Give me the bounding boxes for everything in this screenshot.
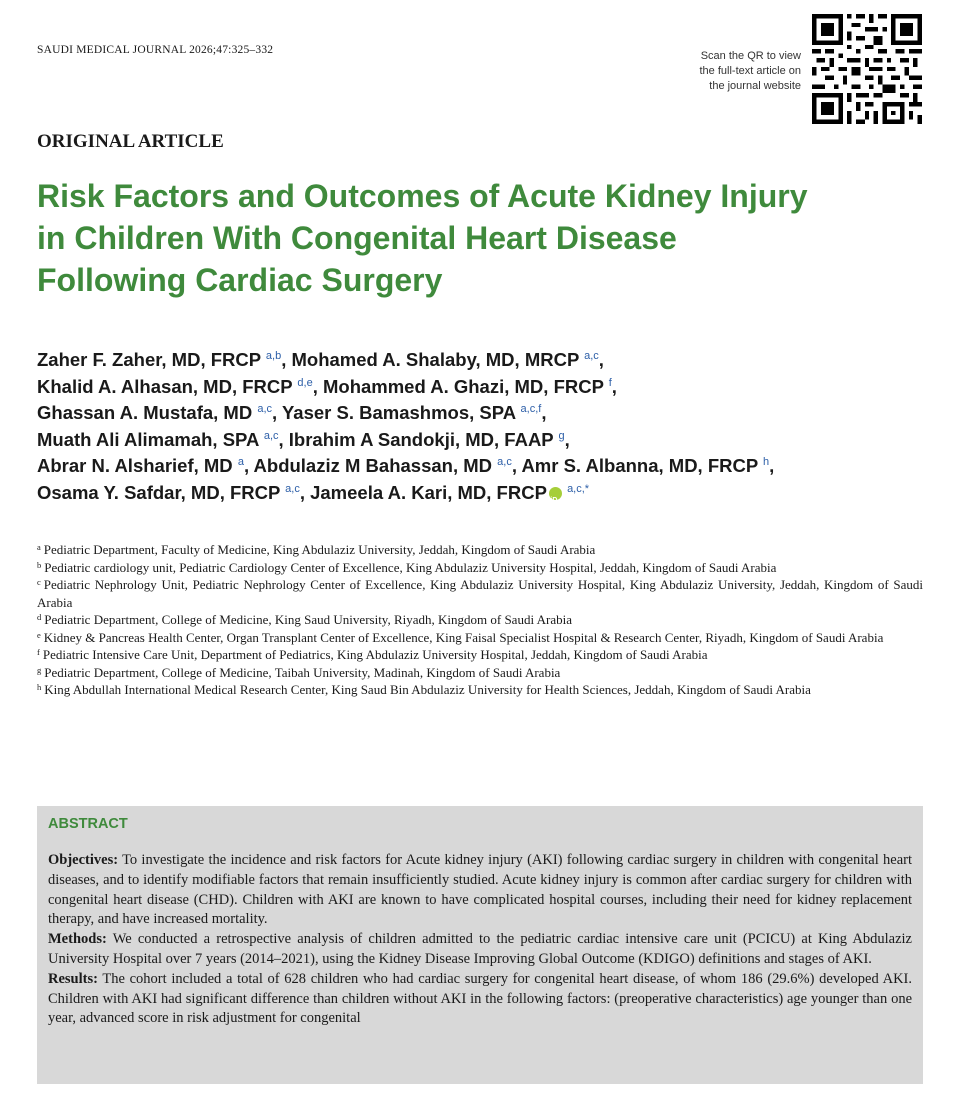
results-text: The cohort included a total of 628 children who had cardiac surgery for congenital heart disease, of whom 186 (29.6%) developed AKI. Children with AKI had significant difference than children without AKI in the following factors: (preoperative characteristics) age younger than one year, advanced score in risk adjustment for congenital xyxy=(48,970,912,1027)
author-line xyxy=(37,427,937,454)
abstract-objectives xyxy=(48,851,912,930)
affiliation-key: h xyxy=(37,682,42,692)
author-name[interactable]: Yaser S. Bamashmos, SPA xyxy=(281,402,516,423)
author-separator: , xyxy=(564,428,570,450)
title-line: Risk Factors and Outcomes of Acute Kidney Injury xyxy=(37,178,808,214)
abstract-box xyxy=(37,806,923,1084)
author-affiliation-ref[interactable]: a,c,* xyxy=(567,482,590,495)
author-line xyxy=(37,374,937,401)
author-separator: , xyxy=(511,455,522,476)
author-affiliation-ref[interactable]: a,c xyxy=(584,350,599,362)
affiliations xyxy=(37,541,923,699)
journal-header: SAUDI MEDICAL JOURNAL 2026;47:325–332 xyxy=(37,44,274,56)
section-label: ORIGINAL ARTICLE xyxy=(37,131,224,152)
author-name[interactable]: Zaher F. Zaher, MD, FRCP xyxy=(37,349,261,370)
affiliation-item xyxy=(37,629,923,647)
affiliation-item xyxy=(37,541,923,559)
author-affiliation-ref[interactable]: a xyxy=(237,456,244,468)
objectives-text: To investigate the incidence and risk factors for Acute kidney injury (AKI) following cardiac surgery in children with congenital heart diseases, and to identify modifiable factors that remain insufficiently studied. Acute kidney injury is common after cardiac surgery for children with congenital heart disease (CHD). Children with AKI are known to have complicated hospital courses, including their need for kidney replacement therapy, and have increased mortality. xyxy=(48,852,912,928)
author-name[interactable]: Muath Ali Alimamah, SPA xyxy=(37,428,259,450)
author-name[interactable]: Amr S. Albanna, MD, FRCP xyxy=(521,455,758,476)
author-affiliation-ref[interactable]: a,c xyxy=(285,482,300,495)
author-separator: , xyxy=(312,375,323,397)
results-label: Results: xyxy=(48,970,98,987)
title-line: Following Cardiac Surgery xyxy=(37,262,443,298)
affiliation-key: f xyxy=(37,647,40,657)
qr-note-line: Scan the QR to view xyxy=(700,50,801,62)
affiliation-item xyxy=(37,681,923,699)
author-list xyxy=(37,347,937,506)
qr-note-line: the full-text article on xyxy=(699,65,801,77)
affiliation-key: c xyxy=(37,577,41,587)
author-separator: , xyxy=(611,375,617,397)
author-name[interactable]: Abrar N. Alsharief, MD xyxy=(37,455,233,476)
author-name[interactable]: Osama Y. Safdar, MD, FRCP xyxy=(37,481,280,503)
author-affiliation-ref[interactable]: a,c xyxy=(257,403,273,415)
affiliation-key: e xyxy=(37,629,41,640)
affiliation-key: d xyxy=(37,612,42,622)
abstract-heading: ABSTRACT xyxy=(48,816,128,832)
article-title xyxy=(37,175,937,301)
affiliation-item xyxy=(37,611,923,629)
author-affiliation-ref[interactable]: h xyxy=(763,456,770,468)
author-affiliation-ref[interactable]: a,c xyxy=(497,456,512,468)
author-separator: , xyxy=(598,349,604,370)
affiliation-text: Pediatric cardiology unit, Pediatric Cardiology Center of Excellence, King Abdulaziz University Hospital, Jeddah, Kingdom of Saudi Arabia xyxy=(44,559,777,575)
affiliation-item xyxy=(37,559,923,577)
author-separator: , xyxy=(299,481,311,503)
author-affiliation-ref[interactable]: a,c,f xyxy=(520,403,542,415)
affiliation-text: Pediatric Department, College of Medicine, King Saud University, Riyadh, Kingdom of Saudi Arabia xyxy=(44,612,572,627)
author-name[interactable]: Jameela A. Kari, MD, FRCP xyxy=(310,481,547,503)
author-separator: , xyxy=(541,402,547,423)
author-name[interactable]: Mohammed A. Ghazi, MD, FRCP xyxy=(322,375,604,397)
affiliation-text: Pediatric Department, College of Medicine, Taibah University, Madinah, Kingdom of Saudi Arabia xyxy=(44,664,561,680)
methods-label: Methods: xyxy=(48,931,107,948)
author-line xyxy=(37,347,937,374)
methods-text: We conducted a retrospective analysis of children admitted to the pediatric cardiac intensive care unit (PCICU) at King Abdulaziz University Hospital over 7 years (2014–2021), using the Kidney Disease Improving Global Outcome (KDIGO) definitions and stages of AKI. xyxy=(48,931,912,967)
author-separator: , xyxy=(769,455,775,476)
author-affiliation-ref[interactable]: f xyxy=(608,376,612,389)
author-separator: , xyxy=(243,455,254,476)
qr-note-line: the journal website xyxy=(709,80,801,92)
author-name[interactable]: Ghassan A. Mustafa, MD xyxy=(37,402,253,423)
author-name[interactable]: Abdulaziz M Bahassan, MD xyxy=(253,455,493,476)
author-separator: , xyxy=(272,402,282,423)
affiliation-key: g xyxy=(37,664,42,675)
author-affiliation-ref[interactable]: a,c xyxy=(263,429,279,442)
abstract-methods xyxy=(48,930,912,970)
author-line xyxy=(37,400,937,427)
affiliation-item xyxy=(37,576,923,611)
author-line xyxy=(37,453,937,480)
title-line: in Children With Congenital Heart Disease xyxy=(37,220,677,256)
author-name[interactable]: Khalid A. Alhasan, MD, FRCP xyxy=(37,375,293,397)
affiliation-key: a xyxy=(37,542,41,552)
author-separator: , xyxy=(278,428,289,450)
orcid-icon[interactable] xyxy=(549,487,562,500)
affiliation-text: Pediatric Intensive Care Unit, Department of Pediatrics, King Abdulaziz University Hospital, Jeddah, Kingdom of Saudi Arabia xyxy=(42,647,708,662)
author-line xyxy=(37,480,937,507)
affiliation-text: King Abdullah International Medical Research Center, King Saud Bin Abdulaziz University for Health Sciences, Jeddah, Kingdom of Saudi Arabia xyxy=(44,682,811,697)
author-name[interactable]: Mohamed A. Shalaby, MD, MRCP xyxy=(291,349,579,370)
abstract-results xyxy=(48,970,912,1029)
affiliation-item xyxy=(37,664,923,682)
qr-note xyxy=(661,49,801,94)
affiliation-text: Pediatric Nephrology Unit, Pediatric Nephrology Center of Excellence, King Abdulaziz University Hospital, King Abdulaziz University, Jeddah, Kingdom of Saudi Arabia xyxy=(37,577,923,610)
author-affiliation-ref[interactable]: a,b xyxy=(265,350,282,362)
qr-code-icon[interactable] xyxy=(812,14,922,124)
abstract-body xyxy=(48,851,912,1029)
affiliation-text: Kidney & Pancreas Health Center, Organ Transplant Center of Excellence, King Faisal Specialist Hospital & Research Center, Riyadh, Kingdom of Saudi Arabia xyxy=(43,629,884,645)
author-affiliation-ref[interactable]: d,e xyxy=(297,376,313,389)
author-affiliation-ref[interactable]: g xyxy=(558,429,565,442)
objectives-label: Objectives: xyxy=(48,852,119,868)
affiliation-text: Pediatric Department, Faculty of Medicine, King Abdulaziz University, Jeddah, Kingdom of Saudi Arabia xyxy=(43,542,596,557)
author-separator: , xyxy=(281,349,292,370)
author-name[interactable]: Ibrahim A Sandokji, MD, FAAP xyxy=(288,428,554,450)
affiliation-item xyxy=(37,646,923,664)
affiliation-key: b xyxy=(37,559,42,570)
